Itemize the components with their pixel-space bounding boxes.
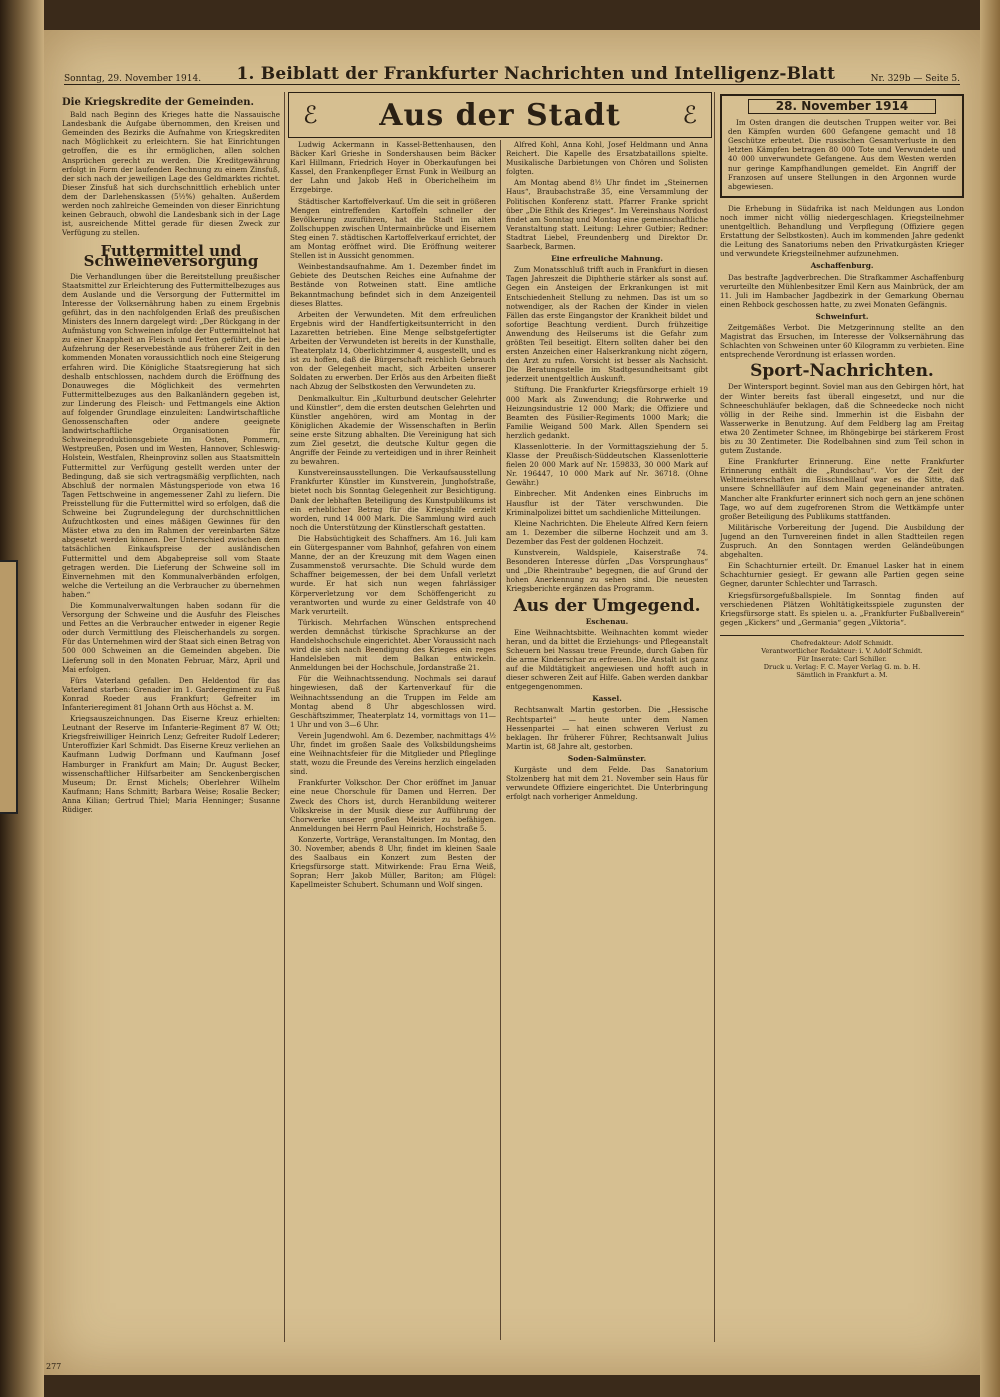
- section-heading: Aus der Umgegend.: [513, 595, 701, 616]
- place-heading: Kassel.: [592, 694, 622, 704]
- column-3: [506, 140, 708, 1340]
- article-text: Ein Schachturnier erteilt. Dr. Emanuel Lasker hat in einem Schachturnier gesiegt. Er gewann alle Partien gegen seine Gegner, darunter Schlechter und Tarrasch.: [720, 561, 964, 589]
- article-text: Konzerte, Vorträge, Veranstaltungen. Im Montag, den 30. November, abends 8 Uhr, findet im kleinen Saale des Saalbaus ein Konzert zum Besten der Kriegsfürsorge statt. Mitwirkende: Frau Erna Weiß, Sopran; Herr Jakob Müller, Bariton; am Flügel: Kapellmeister Schubert. Schumann und Wolf singen.: [290, 834, 496, 890]
- article-text: Verein Jugendwohl. Am 6. Dezember, nachmittags 4½ Uhr, findet im großen Saale des Volksbildungsheims eine Weihnachtsfeier für die Mitglieder und Pfleglinge statt, wozu die Freunde des Vereins herzlich eingeladen sind.: [290, 730, 496, 777]
- war-report-box: [720, 94, 964, 198]
- column-2: [290, 140, 496, 1340]
- article-text: Die Erhebung in Südafrika ist nach Meldungen aus London noch immer nicht völlig niedergeschlagen. Kriegsteilnehmer unentgeltlich. Behandlung und Verpflegung (Offiziere gegen Erstattung der Selbstkosten). Auch im kommenden Jahre gedenkt die Leitung des Sanatoriums neben den Privatkurgästen Krieger und verwundete Kriegsteilnehmer aufzunehmen.: [720, 203, 964, 259]
- article-heading: Die Kriegskredite der Gemeinden.: [62, 97, 254, 108]
- article-text: Frankfurter Volkschor. Der Chor eröffnet im Januar eine neue Chorschule für Damen und Herren. Der Zweck des Chors ist, durch Heranbildung weiterer Volkskreise in der Musik diese zur Aufführung der Chorwerke unserer großen Meister zu befähigen. Anmeldungen bei Herrn Paul Heinrich, Hochstraße 5.: [290, 778, 496, 833]
- article-text: Der Wintersport beginnt. Soviel man aus den Gebirgen hört, hat der Winter bereits fast überall eingesetzt, und nur die Schneeschuhläufer beklagen, daß die Schneedecke noch nicht völlig in der Reihe sind. Immerhin ist die Eisbahn der Wasserwerke in Benutzung. Auf dem Feldberg lag am Freitag etwa 20 Zentimeter Schnee, im Rhöngebirge bei stärkerem Frost bis zu 30 Zentimeter. Die Rodelbahnen sind zum Teil schon in gutem Zustande.: [720, 382, 964, 456]
- article-text: Zum Monatsschluß trifft auch in Frankfurt in diesen Tagen Jahreszeit die Diphtherie stärker als sonst auf. Gegen ein Ansteigen der Erkrankungen ist mit Entschiedenheit Stellung zu nehmen. Das ist um so notwendiger, als der Rachen der Kinder in vielen Fällen das erste Eingangstor der Krankheit bildet und sofortige Beachtung verdient. Durch frühzeitige Anwendung des Heilserums ist die Gefahr zum größten Teil beseitigt. Eltern sollten daher bei den ersten Anzeichen einer Halserkrankung nicht zögern, den Arzt zu rufen. Vorsicht ist besser als Nachsicht. Die Beratungsstelle im Stadtgesundheitsamt gibt jederzeit unentgeltlich Auskunft.: [506, 265, 708, 384]
- place-heading: Eschenau.: [585, 616, 629, 626]
- article-text: Weinbestandsaufnahme. Am 1. Dezember findet im Gebiete des Deutschen Reiches eine Aufnahme der Bestände von Rotweinen statt. Eine amtliche Bekanntmachung befindet sich in dem Anzeigenteil dieses Blattes.: [290, 262, 496, 308]
- imprint-line: Verantwortlicher Redakteur: i. V. Adolf Schmidt.: [761, 646, 923, 655]
- ornament-icon: ℰ: [682, 101, 697, 129]
- section-heading: Sport-Nachrichten.: [750, 361, 934, 382]
- section-banner: [288, 92, 712, 138]
- article-text: Alfred Kohl, Anna Kohl, Josef Heldmann und Anna Reichert. Die Kapelle des Ersatzbataillons spielte. Musikalische Darbietungen von Chören und Solisten folgten.: [506, 140, 708, 177]
- article-heading: Futtermittel und Schweineversorgung: [83, 242, 259, 270]
- place-heading: Aschaffenburg.: [810, 261, 874, 271]
- article-text: Das bestrafte Jagdverbrechen. Die Strafkammer Aschaffenburg verurteilte den Mühlenbesitzer Emil Kern aus Mainbrück, der am 11. Juli im Hambacher Jagdbezirk in der Gemarkung Obernau einen Rehbock geschossen hatte, zu zwei Monaten Gefängnis.: [720, 272, 964, 309]
- article-text: Städtischer Kartoffelverkauf. Um die seit in größeren Mengen eintreffenden Kartoffeln schneller der Bevölkerung zuzuführen, hat die Stadt im alten Zollschuppen zwischen Untermainbrücke und Eisernem Steg einen 7. städtischen Kartoffelverkauf errichtet, der am Montag eröffnet wird. Die Eröffnung weiterer Stellen ist in Aussicht genommen.: [290, 196, 496, 261]
- article-text: Rechtsanwalt Martin gestorben. Die „Hessische Rechtspartei“ — heute unter dem Namen Hessenpartei — hat einen schweren Verlust zu beklagen. Ihr früherer Führer, Rechtsanwalt Julius Martin ist, 68 Jahre alt, gestorben.: [506, 705, 708, 751]
- column-4: [720, 92, 964, 1342]
- place-heading: Schweinfurt.: [815, 311, 869, 321]
- war-report-date: 28. November 1914: [748, 99, 936, 114]
- article-text: Denkmalkultur. Ein „Kulturbund deutscher Gelehrter und Künstler“, dem die ersten deutschen Gelehrten und Künstler angehören, wird am Montag in der Königlichen Akademie der Wissenschaften in Berlin seine erste Sitzung abhalten. Die Vereinigung hat sich zum Ziel gesetzt, die deutsche Kultur gegen die Angriffe der Feinde zu verteidigen und in ihrer Reinheit zu bewahren.: [290, 393, 496, 467]
- article-text: Kunstvereinsausstellungen. Die Verkaufsausstellung Frankfurter Künstler im Kunstverein, Junghofstraße, bietet noch bis Sonntag Gelegenheit zur Besichtigung. Dank der lebhaften Beteiligung des Kunstpublikums ist ein erheblicher Betrag für die Kriegshilfe erzielt worden, rund 14 000 Mark. Die Sammlung wird auch noch die Unterstützung der Künstlerschaft gestatten.: [290, 468, 496, 532]
- article-text: Kleine Nachrichten. Die Eheleute Alfred Kern feiern am 1. Dezember die silberne Hochzeit und am 3. Dezember das Fest der goldenen Hochzeit.: [506, 518, 708, 546]
- article-text: Für die Weihnachtssendung. Nochmals sei darauf hingewiesen, daß der Kartenverkauf für die Weihnachtssendung an die Truppen im Felde am Montag abend 8 Uhr abgeschlossen wird. Geschäftszimmer, Theaterplatz 14, vormittags von 11—1 Uhr und von 3—6 Uhr.: [290, 674, 496, 729]
- column-1: [62, 92, 280, 1342]
- article-text: Kriegsauszeichnungen. Das Eiserne Kreuz erhielten: Leutnant der Reserve im Infanterie-Regiment 87 W. Ott; Kriegsfreiwilliger Heinrich Lenz; Gefreiter Rudolf Lederer; Unteroffizier Karl Schmidt. Das Eiserne Kreuz verliehen an Kaufmann Ludwig Dorfmann und Kaufmann Josef Hamburger in Frankfurt am Main; Dr. August Becker, wissenschaftlicher Hilfsarbeiter am Senckenbergischen Museum; Dr. Ernst Michels; Oberlehrer Wilhelm Kaufmann; Hans Schmitt; Barbara Weise; Rosalie Becker; Anna Kilian; Gertrud Thiel; Maria Henninger; Susanne Rüdiger.: [62, 714, 280, 815]
- page-mark: 277: [46, 1362, 62, 1371]
- header-date: Sonntag, 29. November 1914.: [64, 74, 202, 84]
- war-report-text: Im Osten drangen die deutschen Truppen weiter vor. Bei den Kämpfen wurden 600 Gefangene gemacht und 18 Geschütze erbeutet. Die russischen Gesamtverluste in den letzten Kämpfen betragen 80 000 Tote und Verwundete und 40 000 unverwundete Gefangene. Aus dem Westen werden nur geringe Kampfhandlungen gemeldet. Ein Angriff der Franzosen auf unsere Stellungen in den Argonnen wurde abgewiesen.: [728, 118, 956, 191]
- article-text: Kurgäste und dem Felde. Das Sanatorium Stolzenberg hat mit dem 21. November sein Haus für verwundete Offiziere eingerichtet. Die Unterbringung erfolgt nach vorheriger Anmeldung.: [506, 765, 708, 802]
- column-rule: [714, 92, 715, 1342]
- article-text: Ludwig Ackermann in Kassel-Bettenhausen, den Bäcker Karl Grieshe in Sondershausen beim Bäcker Karl Hillmann, Friedrich Hoyer in Oberkaufungen bei Kassel, den Frankenpfleger Ernst Funk in Weilburg an der Lahn und Jakob Heß in Oberichelheim im Erzgebirge.: [290, 140, 496, 195]
- article-text: Türkisch. Mehrfachen Wünschen entsprechend werden demnächst türkische Sprachkurse an der Handelshochschule eingerichtet. Aber Voraussicht nach wird die sich nach Beendigung des Krieges ein reges Handelsleben mit dem Balkan entwickeln. Anmeldungen bei der Hochschule, Jordanstraße 21.: [290, 617, 496, 673]
- imprint-line: Chefredakteur: Adolf Schmidt.: [790, 638, 894, 647]
- newspaper-page: [44, 30, 980, 1375]
- article-text: Kunstverein, Waldspiele, Kaiserstraße 74. Besonderen Interesse dürfen „Das Vorsprunghaus“ und „Die Rheintraube“ begegnen, die auf Grund der hohen Anerkennung zu sehen sind. Die neuesten Kriegsberichte ergänzen das Programm.: [506, 548, 708, 594]
- page-header: [64, 58, 960, 85]
- article-text: Am Montag abend 8½ Uhr findet im „Steinernen Haus“, Braubachstraße 35, eine Versammlung der Politischen Konferenz statt. Pfarrer Franke spricht über „Die Ethik des Krieges“. Im Vereinshaus Nordost findet am Sonntag und Montag eine gemeinschaftliche Veranstaltung statt. Leitung: Lehrer Gutbier; Redner: Stadtrat Liebel, Freundenberg und Direktor Dr. Saarbeck, Barmen.: [506, 178, 708, 252]
- article-text: Die Verhandlungen über die Bereitstellung preußischer Staatsmittel zur Erleichterung des Futtermittelbezuges aus dem Auslande und die Versorgung der Futtermittel im Interesse der Volksernährung haben zu einem Ergebnis geführt, das in den nachfolgenden Erlaß des preußischen Ministers des Innern dargelegt wird: „Der Rückgang in der Aufmästung von Schweinen infolge der Futtermittelnot hat zu einer Knappheit an Fleisch und Fetten geführt, die bei Aufzehrung der Reservebestände aus früherer Zeit in den kommenden Monaten voraussichtlich noch eine Steigerung erfahren wird. Die Königliche Staatsregierung hat sich deshalb entschlossen, nachdem durch die Eröffnung des Donauweges die Möglichkeit des vermehrten Futtermittelbezuges aus den Balkanländern gegeben ist, zur Linderung des Fleisch- und Fettmangels eine Aktion auf folgender Grundlage einzuleiten: Landwirtschaftliche Genossenschaften oder andere geeignete landwirtschaftliche Organisationen für Schweineproduktionsgebiete im Osten, Pommern, Westpreußen, Posen und im Westen, Hannover, Schleswig-Holstein, Westfalen, Rheinprovinz sollen aus Staatsmitteln Futtermittel zur Verfügung gestellt werden unter der Bedingung, daß sie sich vertragsmäßig verpflichten, nach Abschluß der normalen Mästungsperiode von etwa 16 Tagen Fettschweine in angemessener Zahl zu liefern. Die Preisstellung für die Futtermittel wird so erfolgen, daß die Schweine bei Zugrundelegung der durchschnittlichen Aufzuchtkosten und eines mäßigen Gewinnes für den Mäster etwa zu den im Rahmen der vereinbarten Sätze abgesetzt werden können. Der Unterschied zwischen dem tatsächlichen Einkaufspreise der ausländischen Futtermittel und dem Abgabepreise soll vom Staate getragen werden. Die Lieferung der Schweine soll im Einvernehmen mit den Kommunalverbänden erfolgen, welche die Verteilung an die Verbraucher zu übernehmen haben.“: [62, 271, 280, 599]
- article-text: Stiftung. Die Frankfurter Kriegsfürsorge erhielt 19 000 Mark als Zuwendung; die Rohrwerke und Heizungsindustrie 12 000 Mark; die Offiziere und Beamten des Füsilier-Regiments 1000 Mark; die Familie Weigand 500 Mark. Allen Spendern sei herzlich gedankt.: [506, 385, 708, 440]
- article-text: Militärische Vorbereitung der Jugend. Die Ausbildung der Jugend an den Turnvereinen findet in allen Stadtteilen regen Zuspruch. An den Sonntagen werden Geländeübungen abgehalten.: [720, 522, 964, 560]
- imprint-line: Druck u. Verlag: F. C. Mayer Verlag G. m. b. H.: [763, 662, 921, 671]
- place-heading: Soden-Salmünster.: [567, 753, 647, 763]
- article-text: Die Kommunalverwaltungen haben sodann für die Versorgung der Schweine und die Ausfuhr des Fleisches und Fettes an die Verbraucher entweder in eigener Regie oder durch Vermittlung des Fleischerhandels zu sorgen. Für das Unternehmen wird der Staat sich einen Betrag von 500 000 Schweinen an die Gemeinden abgeben. Die Lieferung soll in den Monaten Februar, März, April und Mai erfolgen.: [62, 600, 280, 674]
- imprint: [720, 635, 964, 679]
- article-text: Zeitgemäßes Verbot. Die Metzgerinnung stellte an den Magistrat das Ersuchen, im Interesse der Volksernährung das Schlachten von Schweinen unter 60 Kilogramm zu verbieten. Eine entsprechende Verordnung ist erlassen worden.: [720, 322, 964, 360]
- page-edge: [980, 0, 1000, 1397]
- masthead: 1. Beiblatt der Frankfurter Nachrichten und Intelligenz-Blatt: [236, 64, 836, 84]
- article-text: Bald nach Beginn des Krieges hatte die Nassauische Landesbank die Aufgabe übernommen, den Kreisen und Gemeinden des Bezirks die Aufnahme von Kriegskrediten nach Möglichkeit zu erleichtern. Sie hat Einrichtungen getroffen, die es ihr ermöglichen, allen solchen Ansprüchen gerecht zu werden. Die Kreditgewährung erfolgt in Form der laufenden Rechnung zu einem Zinsfuß, der sich nach der jeweiligen Lage des Geldmarktes richtet. Dieser Zinsfuß hat sich durchschnittlich erheblich unter dem der Darlehenskassen (5½%) gehalten. Außerdem werden noch zahlreiche Gemeinden von dieser Einrichtung keinen Gebrauch, obwohl die Landesbank sich in der Lage ist, ausreichende Mittel gerade für diesen Zweck zur Verfügung zu stellen.: [62, 110, 280, 238]
- article-heading: Eine erfreuliche Mahnung.: [551, 254, 663, 264]
- article-text: Eine Weihnachtsbitte. Weihnachten kommt wieder heran, und da bittet die Erziehungs- und Pflegeanstalt Scheuern bei Nassau treue Freunde, durch Gaben für die arme Kinderschar zu erfreuen. Die Anstalt ist ganz auf die Mildtätigkeit angewiesen und hofft auch in dieser schweren Zeit auf Hilfe. Gaben werden dankbar entgegengenommen.: [506, 627, 708, 692]
- article-text: Eine Frankfurter Erinnerung. Eine nette Frankfurter Erinnerung enthält die „Rundschau“. Vor der Zeit der Weltmeisterschaften im Eisschnelllauf war es die Sitte, daß unsere Schnellläufer auf dem Main gegeneinander antraten. Mancher alte Frankfurter erinnert sich noch gern an jene schönen Tage, wo auf dem zugefrorenen Strom die Wettkämpfe unter großer Beteiligung des Publikums stattfanden.: [720, 457, 964, 521]
- article-text: Kriegsfürsorgefußballspiele. Im Sonntag finden auf verschiedenen Plätzen Wohltätigkeitsspiele zugunsten der Kriegsfürsorge statt. Es spielen u. a. „Frankfurter Fußballverein“ gegen „Kickers“ und „Germania“ gegen „Viktoria“.: [720, 590, 964, 627]
- article-text: Die Habsüchtigkeit des Schaffners. Am 16. Juli kam ein Gütergespanner vom Bahnhof, gefahren von einem Manne, der an der Kreuzung mit dem Wagen einen Zusammenstoß verursachte. Die Schuld wurde dem Schaffner beigemessen, der bei dem Unfall verletzt wurde. Er hat sich nun wegen fahrlässiger Körperverletzung vor dem Schöffengericht zu verantworten und wurde zu einer Geldstrafe von 40 Mark verurteilt.: [290, 533, 496, 616]
- ornament-icon: ℰ: [303, 101, 318, 129]
- issue-number: Nr. 329b — Seite 5.: [870, 74, 960, 84]
- column-rule: [500, 140, 501, 1340]
- article-text: Fürs Vaterland gefallen. Den Heldentod für das Vaterland starben: Grenadier im 1. Garderegiment zu Fuß Konrad Roeder aus Frankfurt; Gefreiter im Infanterieregiment 81 Johann Orth aus Höchst a. M.: [62, 675, 280, 712]
- imprint-line: Für Inserate: Carl Schiller.: [797, 654, 887, 663]
- article-text: Arbeiten der Verwundeten. Mit dem erfreulichen Ergebnis wird der Handfertigkeitsunterricht in den Lazaretten betrieben. Eine Menge selbstgefertigter Arbeiten der Verwundeten ist bereits in der Kunsthalle, Theaterplatz 14, Oberlichtzimmer 4, ausgestellt, und es ist zu hoffen, daß die Bürgerschaft reichlich Gebrauch von der Gelegenheit macht, sich Arbeiten unserer Soldaten zu erwerben. Der Erlös aus den Arbeiten fließt nach Abzug der Selbstkosten den Verwundeten zu.: [290, 309, 496, 392]
- column-rule: [284, 92, 285, 1342]
- article-text: Einbrecher. Mit Andenken eines Einbruchs im Hausflur ist der Täter verschwunden. Die Kriminalpolizei bittet um sachdienliche Mitteilungen.: [506, 489, 708, 517]
- imprint-line: Sämtlich in Frankfurt a. M.: [796, 670, 888, 679]
- section-title: Aus der Stadt: [379, 97, 621, 133]
- article-text: Klassenlotterie. In der Vormittagsziehung der 5. Klasse der Preußisch-Süddeutschen Klassenlotterie fielen 20 000 Mark auf Nr. 159833, 30 000 Mark auf Nr. 196447, 10 000 Mark auf Nr. 36718. (Ohne Gewähr.): [506, 442, 708, 488]
- binding-tab: [0, 560, 18, 814]
